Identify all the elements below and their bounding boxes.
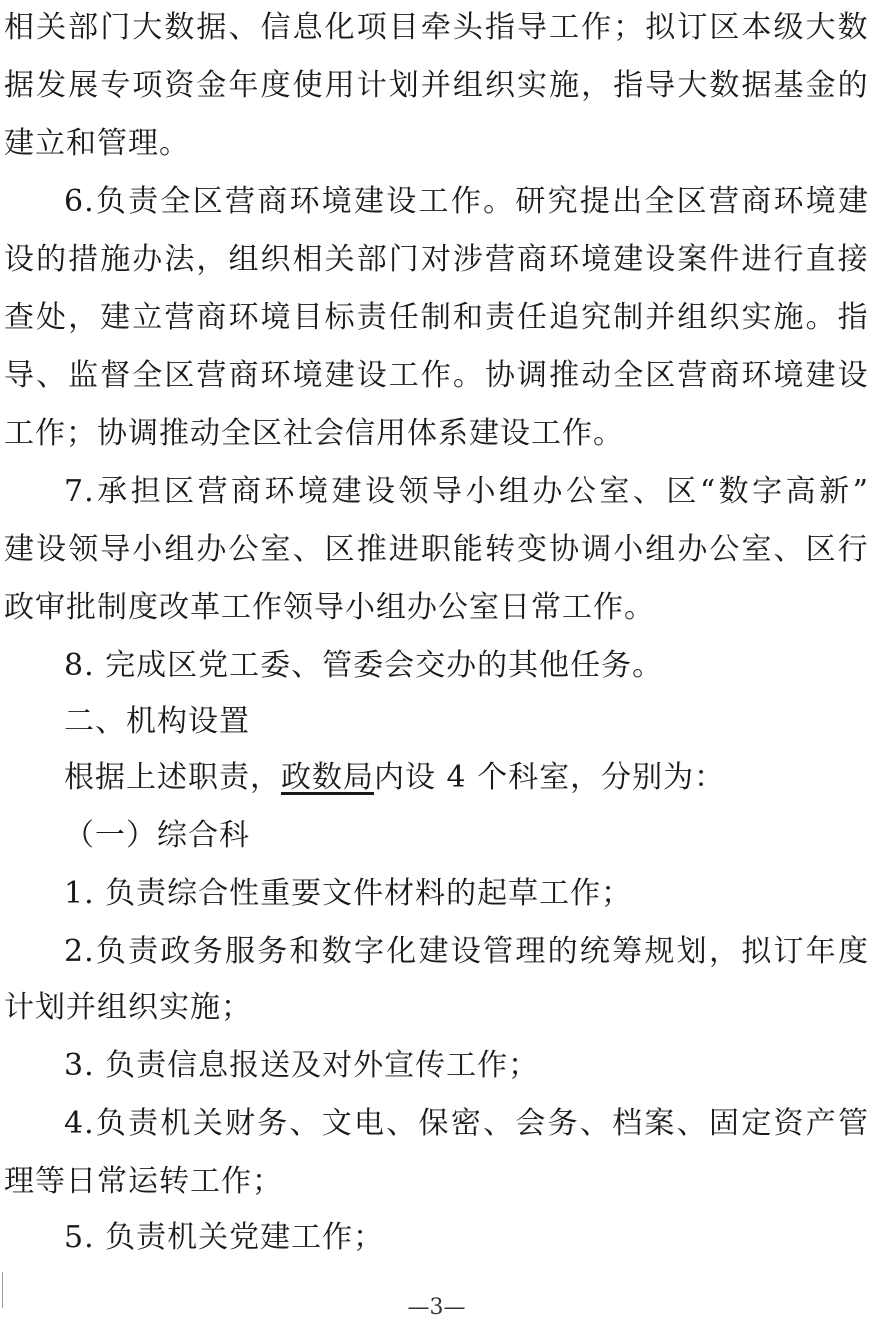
list-item: 2. 负 责 政 务 服 务 和 数 字 化 建 设 管 理 的 统 筹 规 划 ， 拟 订 年 度 bbox=[64, 934, 869, 969]
list-item: 3. 负责信息报送及对外宣传工作； bbox=[64, 1048, 540, 1083]
text-line: 建立和管理。 bbox=[4, 126, 190, 161]
text-line: 相 关 部 门 大 数 据 、 信 息 化 项 目 牵 头 指 导 工 作 ； 拟 订 区 本 级 大 数 bbox=[4, 10, 869, 45]
list-item-continuation: 计划并组织实施； bbox=[4, 990, 252, 1025]
intro-text-before: 根据上述职责， bbox=[64, 760, 281, 795]
text-line: 政审批制度改革工作领导小组办公室日常工作。 bbox=[4, 590, 655, 625]
text-line: 据 发 展 专 项 资 金 年 度 使 用 计 划 并 组 织 实 施 ， 指 导 大 数 据 基 金 的 bbox=[4, 68, 869, 103]
page-number: —3— bbox=[407, 1295, 466, 1320]
text-line: 建 设 领 导 小 组 办 公 室 、 区 推 进 职 能 转 变 协 调 小 组 办 公 室 、 区 行 bbox=[4, 532, 869, 567]
text-line: 设 的 措 施 办 法 ， 组 织 相 关 部 门 对 涉 营 商 环 境 建 设 案 件 进 行 直 接 bbox=[4, 242, 869, 277]
text-line: 导 、 监 督 全 区 营 商 环 境 建 设 工 作 。 协 调 推 动 全 区 营 商 环 境 建 设 bbox=[4, 358, 869, 393]
text-line: 工作；协调推动全区社会信用体系建设工作。 bbox=[4, 416, 624, 451]
list-item: 5. 负责机关党建工作； bbox=[64, 1220, 385, 1255]
text-line: 6. 负 责 全 区 营 商 环 境 建 设 工 作 。 研 究 提 出 全 区 营 商 环 境 建 bbox=[64, 184, 869, 219]
list-item: 4. 负 责 机 关 财 务 、 文 电 、 保 密 、 会 务 、 档 案 、 固 定 资 产 管 bbox=[64, 1106, 869, 1141]
intro-line bbox=[64, 758, 869, 798]
list-item-continuation: 理等日常运转工作； bbox=[4, 1164, 283, 1199]
text-line: 7. 承 担 区 营 商 环 境 建 设 领 导 小 组 办 公 室 、 区 “ 数 字 高 新 ” bbox=[64, 474, 869, 509]
intro-text-after: 内设 4 个科室，分别为： bbox=[374, 760, 726, 795]
section-heading-general-office: （一）综合科 bbox=[64, 818, 250, 853]
text-line: 8. 完成区党工委、管委会交办的其他任务。 bbox=[64, 648, 664, 683]
section-heading-level1: 二、机构设置 bbox=[64, 704, 250, 739]
list-item: 1. 负责综合性重要文件材料的起草工作； bbox=[64, 876, 633, 911]
agency-name-underlined: 政数局 bbox=[281, 760, 374, 795]
text-line: 查 处 ， 建 立 营 商 环 境 目 标 责 任 制 和 责 任 追 究 制 并 组 织 实 施 。 指 bbox=[4, 300, 869, 335]
